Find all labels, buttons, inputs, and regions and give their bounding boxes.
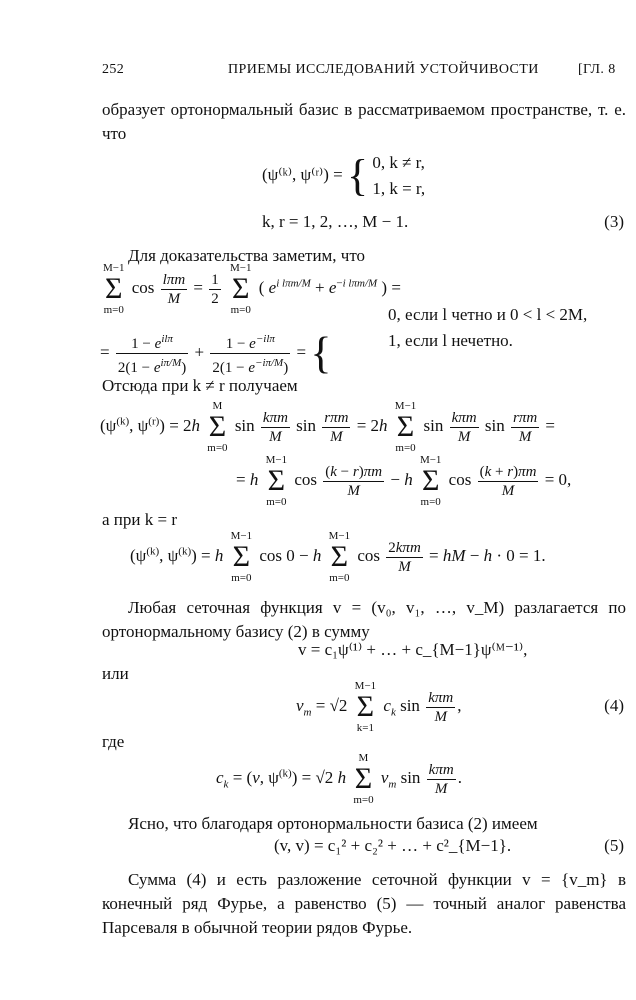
- equation-3: [262, 150, 425, 202]
- ck-equation: $c_k = (v$, $\psi^{(k)}) = √2$ h M Σ m=0 $v_m$ sin $\frac{\text{kπm}}{M}$ .: [216, 752, 462, 806]
- cosine-case-2: 1, если l нечетно.: [388, 331, 513, 350]
- paragraph-6: или: [102, 664, 129, 683]
- paragraph-7: где: [102, 732, 125, 751]
- paragraph-9: Сумма (4) и есть разложение сеточной функции v = {v_m} в конечный ряд Фурье, а равенство (5) — точный аналог равенства Парсеваля в обычной теории рядов Фурье.: [102, 870, 626, 937]
- brace-icon: {: [310, 328, 332, 378]
- cosine-sum-line-1: M−1 Σ m=0 cos $\frac{\text{lπm}}{M}$ = $\frac{1}{2}$ M−1 Σ m=0 ( $e^{i l\pi m/M} + e^{-i l\pi m/M}$ ) =: [103, 262, 401, 316]
- page-number: 252: [102, 62, 125, 77]
- eq3-lhs: (ψ⁽ᵏ⁾, ψ⁽ʳ⁾) =: [262, 164, 343, 184]
- cosine-sum-line-2: = $\frac{1 - e^{il\pi}}{2(1 - e^{i\pi/M})}$ + $\frac{1 - e^{-il\pi}}{2(1 - e^{-i\pi/M})}$ = {: [100, 328, 332, 378]
- norm-equation: ($\psi^{(k)}$, $\psi^{(k)}) = h$ M−1 Σ m=0 cos 0 − h M−1 Σ m=0 cos $\frac{\text{2kπm}}{M}$ = hM − h · 0 = 1.: [130, 530, 546, 584]
- equation-5: (v, v) = c₁² + c₂² + … + c²_{M−1}.: [274, 836, 512, 855]
- equation-4: $v_m = √2$ M−1 Σ k=1 $c_k$ sin $\frac{\text{kπm}}{M}$ ,: [296, 680, 462, 734]
- cosine-case-1: 0, если l четно и 0 < l < 2M,: [388, 305, 588, 324]
- eq5-number: (5): [604, 836, 624, 855]
- chapter-marker: [ГЛ. 8: [578, 62, 616, 77]
- ck-equation-text: [216, 752, 232, 753]
- eq3-range: k, r = 1, 2, …, M − 1.: [262, 212, 409, 231]
- paragraph-1: образует ортонормальный базис в рассматриваемом пространстве, т. е. что: [102, 100, 626, 143]
- running-title: ПРИЕМЫ ИССЛЕДОВАНИЙ УСТОЙЧИВОСТИ: [228, 62, 539, 77]
- cosine-cases: [388, 302, 587, 354]
- orthogonality-line-1: ($\psi^{(k)}$, $\psi^{(r)}) = 2h$ M Σ m=0 sin $\frac{\text{kπm}}{M}$ sin $\frac{\text{rπm}}{M}$ = 2h M−1 Σ m=0 sin $\frac{\text{kπm}}{M}$ sin $\frac{\text{rπm}}{M}$ =: [100, 400, 556, 454]
- series-equation: v = c₁ψ⁽¹⁾ + … + c_{M−1}ψ⁽ᴹ⁻¹⁾,: [298, 640, 528, 659]
- paragraph-8: Ясно, что благодаря ортонормальности базиса (2) имеем: [128, 814, 538, 833]
- orthogonality-line-2: = h M−1 Σ m=0 cos $\frac{(k - r)\pi m}{M}$ − h M−1 Σ m=0 cos $\frac{(k + r)\pi m}{M}$ = 0,: [236, 454, 572, 508]
- eq3-cases: [372, 150, 425, 202]
- eq3-case-2: 1, k = r,: [372, 179, 426, 198]
- eq4-number: (4): [604, 696, 624, 715]
- paragraph-3: Отсюда при k ≠ r получаем: [102, 376, 298, 395]
- paragraph-5: Любая сеточная функция v = (v₀, v₁, …, v_M) разлагается по ортонормальному базису (2) в сумму: [102, 598, 626, 641]
- brace-icon: {: [346, 151, 369, 200]
- eq3-case-1: 0, k ≠ r,: [372, 153, 425, 172]
- eq3-number: (3): [604, 212, 624, 231]
- paragraph-2: Для доказательства заметим, что: [128, 246, 366, 265]
- paragraph-4: а при k = r: [102, 510, 177, 529]
